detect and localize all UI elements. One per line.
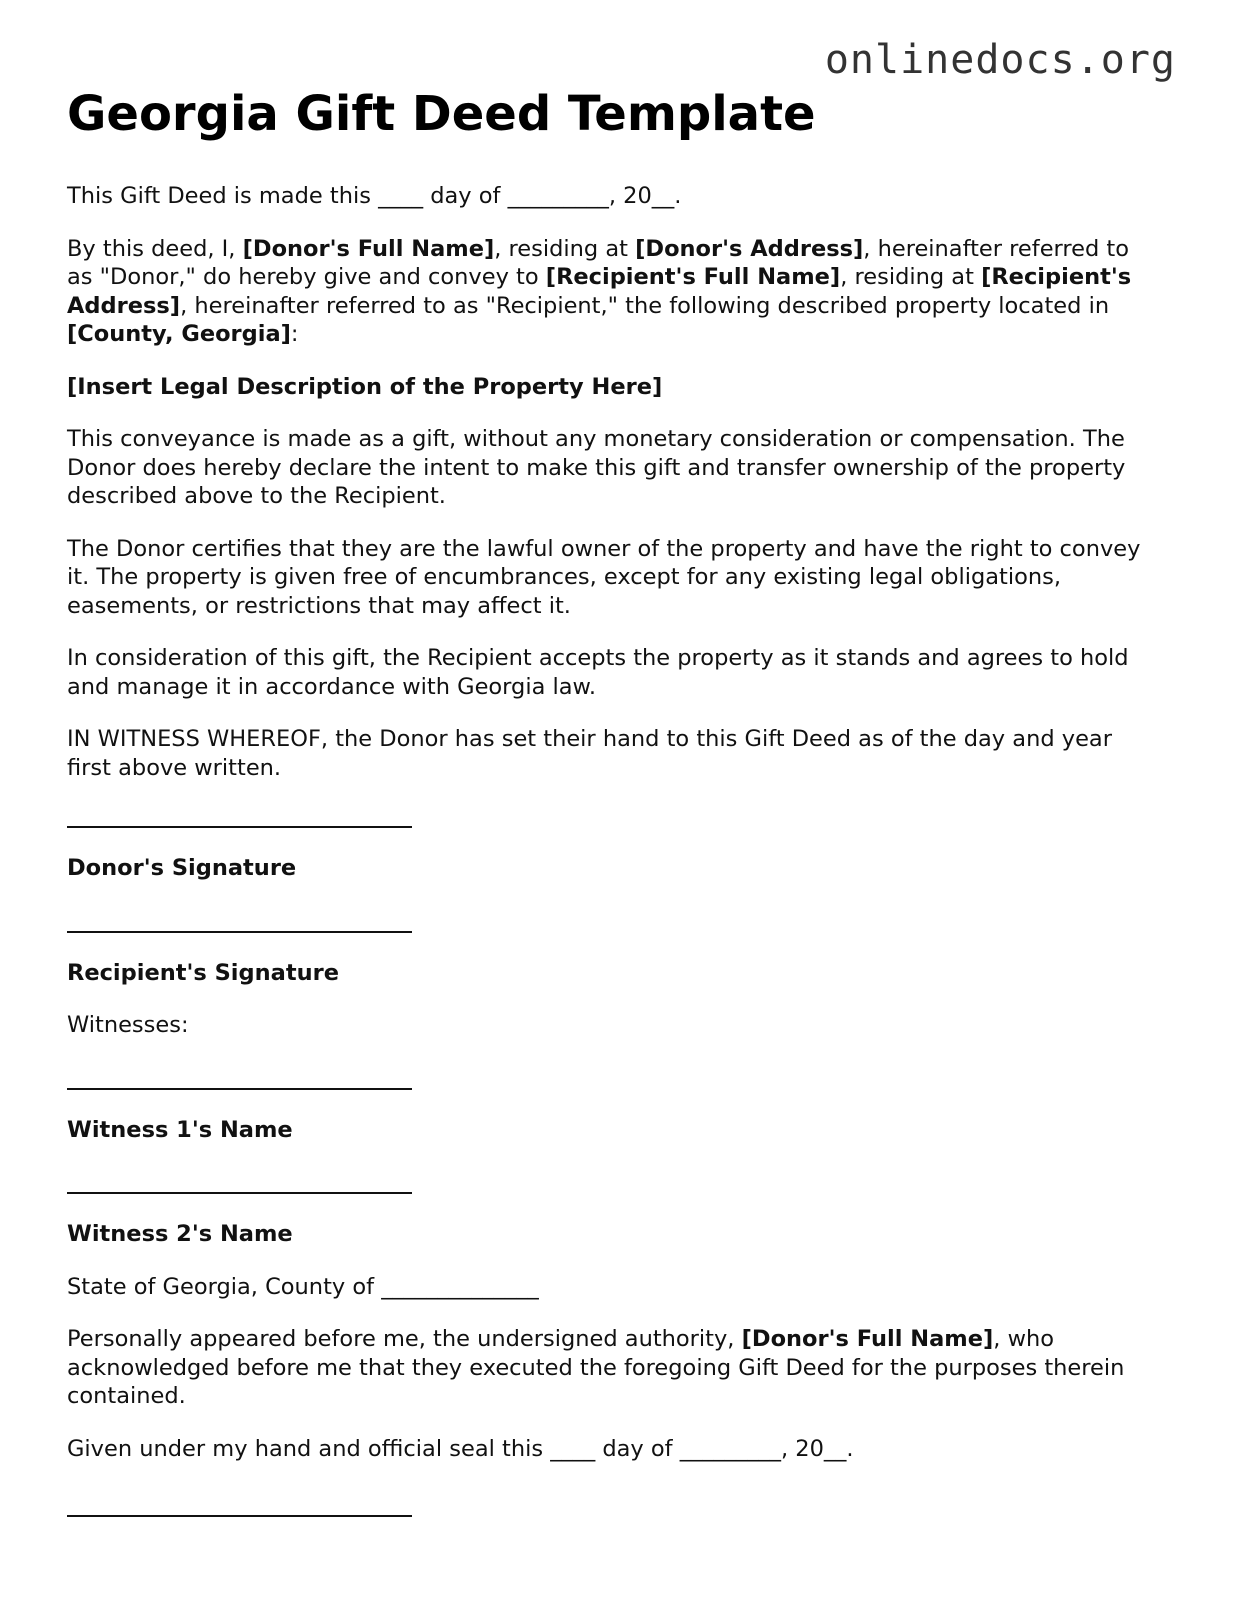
notary-paragraph [67,1325,1157,1411]
intro-paragraph: This Gift Deed is made this ____ day of _________, 20__. [67,183,682,209]
conveyance-text-5: , hereinafter referred to as "Recipient," the following described property located in [180,292,1110,319]
donor-signature-line [67,826,412,828]
donor-address-placeholder: [Donor's Address] [635,235,864,262]
conveyance-text-2: , residing at [494,235,636,262]
donor-signature-label: Donor's Signature [67,855,297,881]
recipient-name-placeholder: [Recipient's Full Name] [545,264,841,290]
conveyance-text-4: , residing at [840,264,982,290]
seal-line: Given under my hand and official seal this ____ day of _________, 20__. [67,1435,854,1462]
witness-whereof-paragraph: IN WITNESS WHEREOF, the Donor has set their hand to this Gift Deed as of the day and year first above written. [67,726,1112,781]
gift-paragraph: This conveyance is made as a gift, without any monetary consideration or compensation. The Donor does hereby declare the intent to make this gift and transfer ownership of the property described above to the Recipient. [67,426,1126,509]
legal-description-text: [Insert Legal Description of the Property Here] [67,373,663,400]
witness1-signature-line [67,1088,412,1090]
notary-signature-line [67,1515,412,1517]
accept-paragraph: In consideration of this gift, the Recipient accepts the property as it stands and agrees to hold and manage it in accordance with Georgia law. [67,645,1129,700]
conveyance-text-1: By this deed, I, [67,235,243,262]
witness1-name-label: Witness 1's Name [67,1116,293,1143]
county-placeholder: [County, Georgia] [67,321,291,347]
watermark-logo: onlinedocs.org [824,37,1176,83]
witness2-signature-line [67,1192,412,1194]
recipient-address-placeholder: [Recipient's Address] [67,264,1132,319]
recipient-signature-line [67,931,412,933]
legal-description-placeholder [67,373,1157,402]
conveyance-text-3: , hereinafter referred to as "Donor," do hereby give and convey to [67,235,1130,290]
notary-donor-name-placeholder: [Donor's Full Name] [741,1326,994,1352]
notary-text-2: , who acknowledged before me that they executed the foregoing Gift Deed for the purposes therein contained. [67,1326,1125,1409]
conveyance-text-6: : [290,321,299,347]
witnesses-heading: Witnesses: [67,1012,189,1038]
recipient-signature-label: Recipient's Signature [67,959,339,986]
document-page [67,84,1157,1517]
document-title: Georgia Gift Deed Template [67,86,816,142]
notary-text-1: Personally appeared before me, the undersigned authority, [67,1326,742,1352]
state-county-line: State of Georgia, County of ______________ [67,1273,539,1300]
donor-name-placeholder: [Donor's Full Name] [242,235,495,262]
conveyance-paragraph [67,235,1157,349]
certify-paragraph: The Donor certifies that they are the lawful owner of the property and have the right to convey it. The property is given free of encumbrances, except for any existing legal obligations, easements, or restrictions that may affect it. [67,535,1141,619]
witness2-name-label: Witness 2's Name [67,1221,293,1247]
